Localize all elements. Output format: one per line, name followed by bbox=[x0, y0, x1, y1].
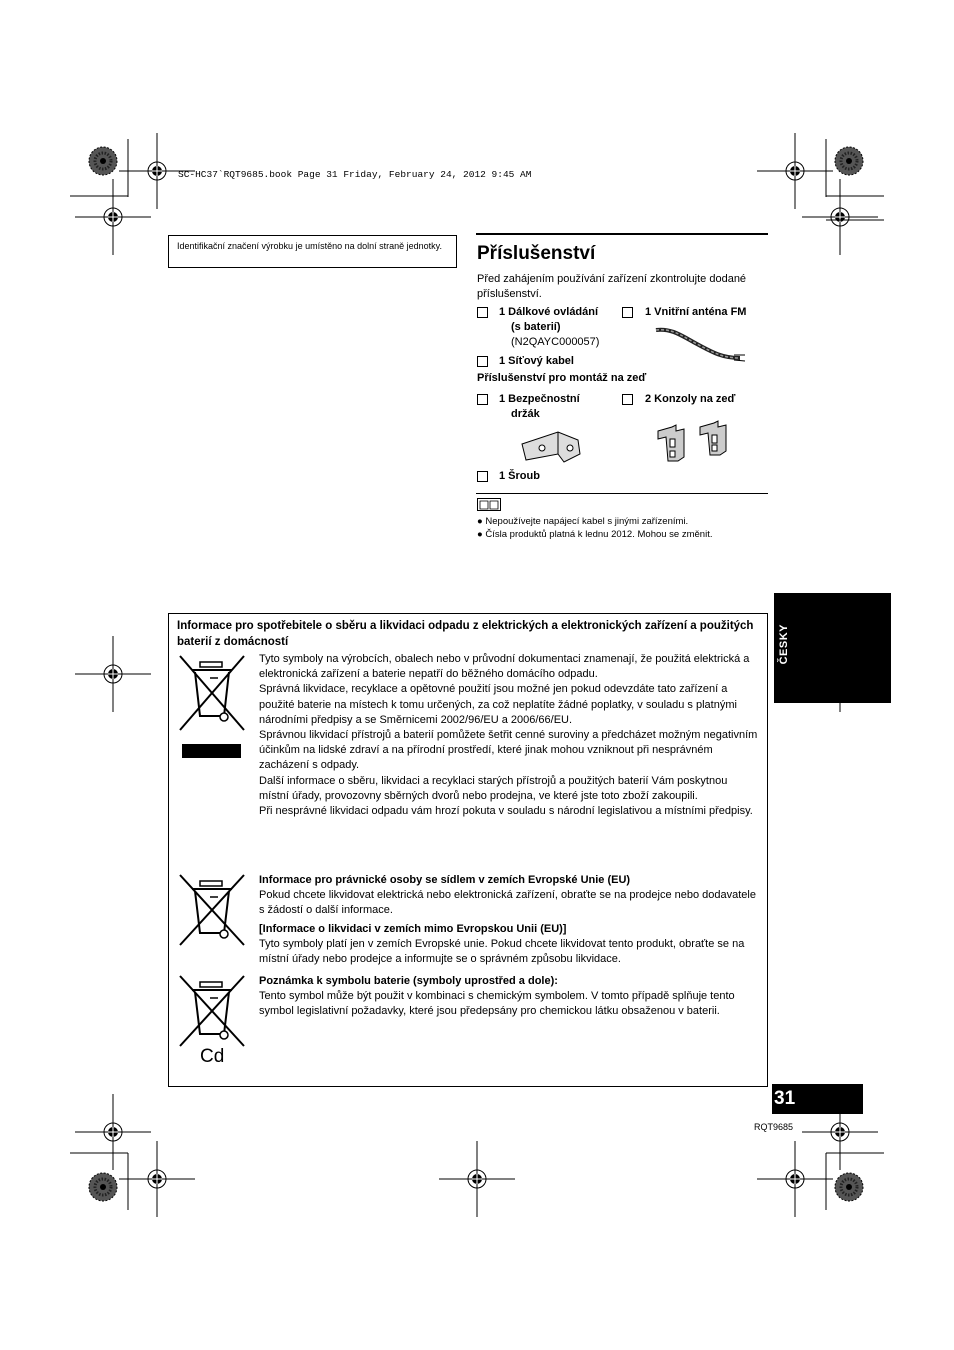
eu-section bbox=[259, 873, 759, 967]
disposal-paragraphs bbox=[259, 652, 759, 819]
battery-section bbox=[259, 974, 759, 1020]
black-bar-symbol bbox=[182, 744, 241, 758]
safety-holder-image bbox=[518, 426, 588, 466]
page-number: 31 bbox=[774, 1088, 796, 1109]
checkbox-safety-holder[interactable] bbox=[477, 394, 488, 405]
section-title: Příslušenství bbox=[477, 243, 596, 264]
paragraph: Další informace o sběru, likvidaci a recyklaci starých přístrojů a použitých baterií Vám poskytnou místní úřady, provozovny sběrných dvorů nebo prodejna, ve které jste toto zboží zakoupili. bbox=[259, 774, 728, 802]
note-item: ● Nepoužívejte napájecí kabel s jinými zařízeními. bbox=[477, 516, 689, 527]
crossed-bin-icon bbox=[178, 654, 246, 734]
model-code: RQT9685 bbox=[754, 1122, 794, 1132]
language-tab bbox=[774, 593, 891, 703]
intro-text: Před zahájením používání zařízení zkontrolujte dodané příslušenství. bbox=[477, 273, 747, 300]
checkbox-wall-brackets[interactable] bbox=[622, 394, 633, 405]
checkbox-remote[interactable] bbox=[477, 307, 488, 318]
print-header: SC-HC37`RQT9685.book Page 31 Friday, February 24, 2012 9:45 AM bbox=[178, 169, 532, 180]
book-icon bbox=[477, 498, 501, 511]
item-antenna: 1 Vnitřní anténa FM bbox=[645, 306, 747, 318]
disposal-title: Informace pro spotřebitele o sběru a likvidaci odpadu z elektrických a elektronických zařízení a použitých baterií z domácností bbox=[177, 620, 754, 648]
crossed-bin-icon bbox=[178, 873, 246, 949]
antenna-image bbox=[652, 322, 747, 367]
item-power-cord: 1 Síťový kabel bbox=[499, 355, 574, 367]
id-note: Identifikační značení výrobku je umístěno na dolní straně jednotky. bbox=[168, 235, 457, 268]
wall-mount-heading: Příslušenství pro montáž na zeď bbox=[477, 372, 647, 384]
section-rule bbox=[476, 233, 768, 235]
note-item: ● Čísla produktů platná k lednu 2012. Mohou se změnit. bbox=[477, 529, 713, 540]
item-screw: 1 Šroub bbox=[499, 470, 540, 482]
notes-list bbox=[477, 515, 712, 541]
non-eu-text: Tyto symboly platí jen v zemích Evropské unie. Pokud chcete likvidovat tento produkt, obraťte se na místní úřady nebo prodejce a informujte se o správném způsobu likvidace. bbox=[259, 937, 745, 966]
paragraph: Správná likvidace, recyklace a opětovné použití jsou možné jen pokud odevzdáte tato zařízení a použité baterie na místech k tomu určených, za což neplatíte žádné poplatky, v souladu s platnými národními předpisy a se Směrnicemi 2002/96/EU a 2006/66/EU. bbox=[259, 683, 737, 726]
checkbox-antenna[interactable] bbox=[622, 307, 633, 318]
chemical-symbol: Cd bbox=[200, 1046, 225, 1067]
paragraph: Tyto symboly na výrobcích, obalech nebo v průvodní dokumentaci znamenají, že použitá elektrická a elektronická zařízení a baterie nepatří do běžného domácího odpadu. bbox=[259, 653, 750, 681]
item-wall-brackets: 2 Konzoly na zeď bbox=[645, 393, 736, 405]
notes-rule bbox=[476, 493, 768, 494]
eu-text: Pokud chcete likvidovat elektrická nebo elektronická zařízení, obraťte se na prodejce nebo dodavatele s žádostí o další informace. bbox=[259, 889, 756, 917]
checkbox-power-cord[interactable] bbox=[477, 356, 488, 367]
crossed-bin-icon bbox=[178, 974, 246, 1050]
non-eu-heading: [Informace o likvidaci v zemích mimo Evropskou Unii (EU)] bbox=[259, 922, 567, 935]
wall-brackets-image bbox=[654, 417, 744, 467]
item-safety-holder: 1 Bezpečnostní držák bbox=[499, 393, 580, 420]
language-label: ČESKY bbox=[778, 624, 790, 665]
paragraph: Správnou likvidací přístrojů a baterií pomůžete šetřit cenné suroviny a předcházet možným negativním účinkům na lidské zdraví a na přírodní prostředí, které jinak mohou vzniknout při nesprávném zacházení s odpady. bbox=[259, 729, 758, 772]
eu-heading: Informace pro právnické osoby se sídlem v zemích Evropské Unie (EU) bbox=[259, 874, 631, 886]
checkbox-screw[interactable] bbox=[477, 471, 488, 482]
item-remote: 1 Dálkové ovládání (s baterií) (N2QAYC000057) bbox=[499, 306, 600, 348]
battery-text: Tento symbol může být použit v kombinaci s chemickým symbolem. V tomto případě splňuje tento symbol legislativní požadavky, které jsou předepsány pro chemickou látku obsaženou v baterii. bbox=[259, 990, 735, 1018]
paragraph: Při nesprávné likvidaci odpadu vám hrozí pokuta v souladu s národní legislativou a místními předpisy. bbox=[259, 805, 753, 818]
battery-heading: Poznámka k symbolu baterie (symboly uprostřed a dole): bbox=[259, 975, 558, 987]
